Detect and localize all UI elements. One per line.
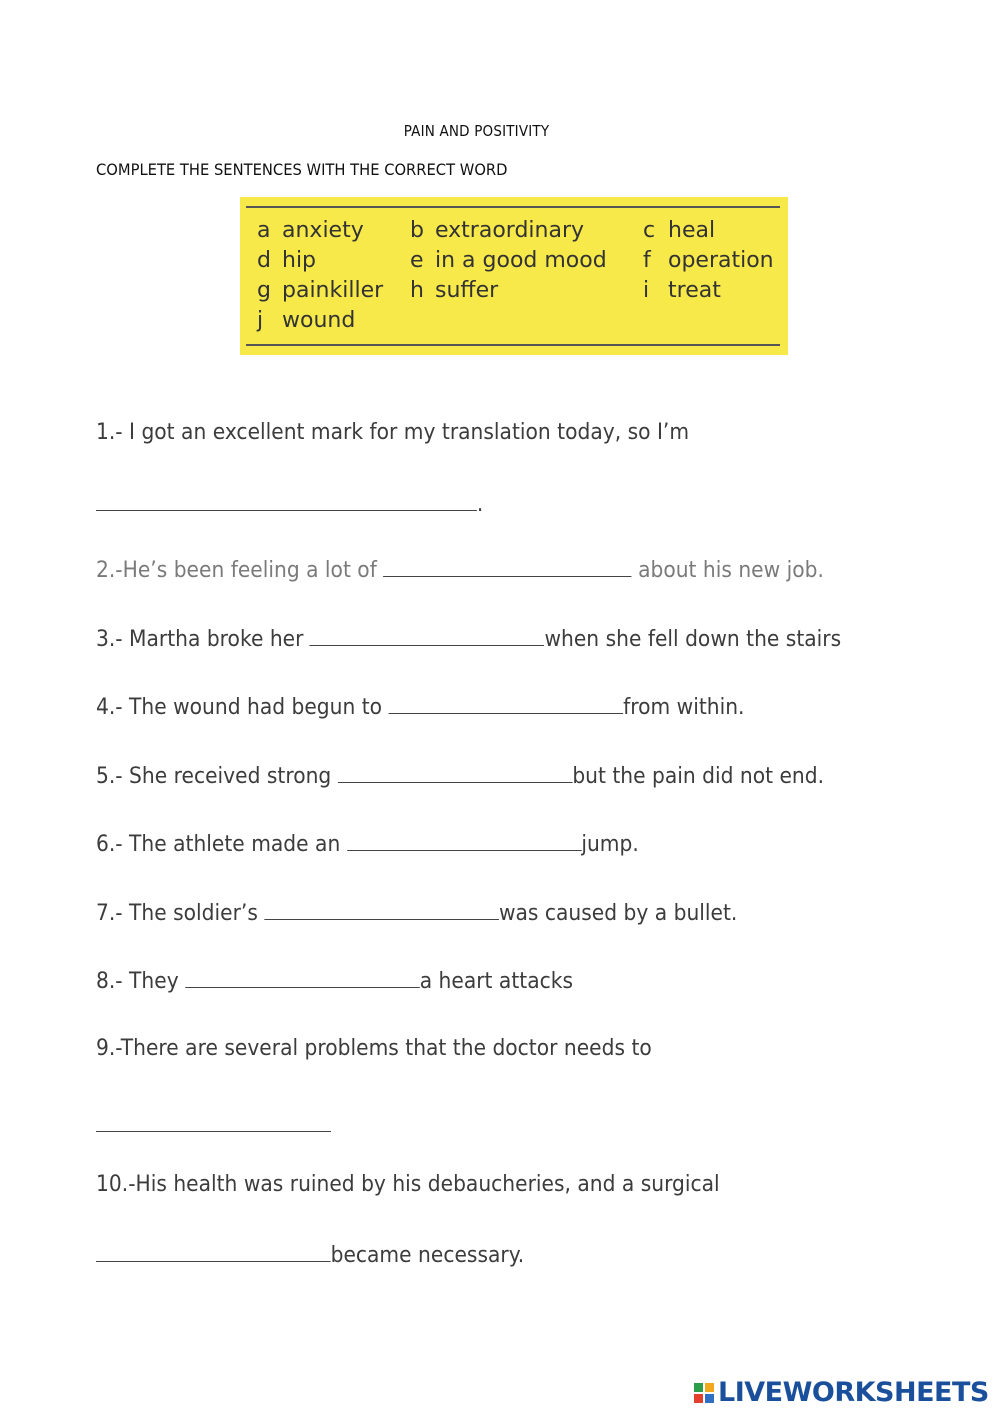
sentence-2: 2.-He’s been feeling a lot of about his new job. — [96, 558, 824, 583]
word-bank-item: i treat — [643, 278, 721, 303]
instruction-text: COMPLETE THE SENTENCES WITH THE CORRECT WORD — [96, 160, 508, 179]
word-bank-item: j wound — [257, 308, 356, 333]
logo-text: LIVEWORKSHEETS — [718, 1377, 989, 1408]
answer-blank-6[interactable] — [347, 830, 582, 851]
answer-blank-5[interactable] — [338, 762, 573, 783]
word-bank-item: b extraordinary — [410, 218, 585, 243]
answer-blank-10[interactable] — [96, 1241, 331, 1262]
answer-blank-1[interactable] — [96, 490, 477, 511]
sentence-7: 7.- The soldier’s was caused by a bullet. — [96, 901, 738, 926]
word-bank-top-rule — [246, 206, 780, 208]
word-bank-item: d hip — [257, 248, 317, 273]
word-bank-item: a anxiety — [257, 218, 364, 243]
sentence-10-answer-line: became necessary. — [96, 1241, 524, 1268]
word-bank-item: e in a good mood — [410, 248, 607, 273]
sentence-4: 4.- The wound had begun to from within. — [96, 695, 745, 720]
sentence-10: 10.-His health was ruined by his debaucheries, and a surgical — [96, 1172, 720, 1197]
page-title: PAIN AND POSITIVITY — [403, 122, 550, 140]
word-bank-item: h suffer — [410, 278, 499, 303]
logo-mark-icon — [694, 1383, 714, 1403]
sentence-1-answer-line: . — [96, 490, 483, 517]
sentence-6: 6.- The athlete made an jump. — [96, 832, 639, 857]
word-bank-bottom-rule — [246, 344, 780, 346]
word-bank-item: g painkiller — [257, 278, 384, 303]
word-bank — [240, 197, 788, 355]
sentence-3: 3.- Martha broke her when she fell down the stairs — [96, 627, 842, 652]
sentence-1: 1.- I got an excellent mark for my translation today, so I’m — [96, 420, 690, 445]
answer-blank-3[interactable] — [310, 625, 545, 646]
answer-blank-7[interactable] — [264, 899, 499, 920]
sentence-8: 8.- They a heart attacks — [96, 969, 574, 994]
word-bank-item: f operation — [643, 248, 774, 273]
liveworksheets-logo — [694, 1377, 989, 1408]
answer-blank-8[interactable] — [185, 967, 420, 988]
sentence-9: 9.-There are several problems that the doctor needs to — [96, 1036, 652, 1061]
answer-blank-4[interactable] — [389, 693, 624, 714]
answer-blank-9[interactable] — [96, 1130, 331, 1132]
answer-blank-2[interactable] — [383, 556, 631, 577]
word-bank-item: c heal — [643, 218, 716, 243]
sentence-5: 5.- She received strong but the pain did not end. — [96, 764, 825, 789]
